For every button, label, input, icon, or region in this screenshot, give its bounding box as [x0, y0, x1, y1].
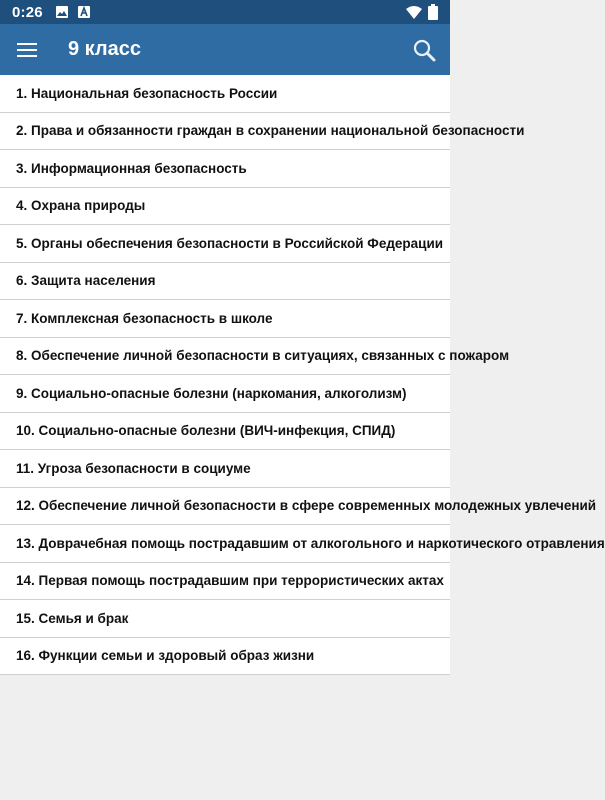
app-bar	[0, 24, 450, 75]
list-item-label: 6. Защита населения	[16, 273, 156, 289]
hamburger-menu-icon	[17, 42, 37, 58]
list-item-label: 5. Органы обеспечения безопасности в Российской Федерации	[16, 235, 444, 251]
status-left-icons	[55, 5, 91, 19]
a-notification-icon	[77, 5, 91, 19]
list-item[interactable]	[0, 263, 450, 301]
list-item-label: 8. Обеспечение личной безопасности в ситуациях, связанных с пожаром	[16, 348, 510, 364]
list-item-label: 16. Функции семьи и здоровый образ жизни	[16, 648, 315, 664]
list-item[interactable]	[0, 413, 450, 451]
list-item-label: 7. Комплексная безопасность в школе	[16, 310, 273, 326]
list-item[interactable]	[0, 75, 450, 113]
list-item[interactable]	[0, 338, 510, 376]
list-item-label: 4. Охрана природы	[16, 198, 146, 214]
list-item-label: 10. Социально-опасные болезни (ВИЧ-инфекция, СПИД)	[16, 423, 396, 439]
list-item-label: 9. Социально-опасные болезни (наркомания, алкоголизм)	[16, 385, 407, 401]
wifi-icon	[406, 5, 422, 19]
search-button[interactable]	[402, 24, 446, 75]
search-icon	[412, 38, 436, 62]
list-item-label: 14. Первая помощь пострадавшим при террористических актах	[16, 573, 444, 589]
list-item-label: 11. Угроза безопасности в социуме	[16, 460, 251, 476]
page-title: 9 класс	[68, 38, 142, 60]
list-item-label: 3. Информационная безопасность	[16, 160, 247, 176]
status-bar	[0, 0, 450, 24]
list-item[interactable]	[0, 150, 450, 188]
topic-list	[0, 75, 605, 675]
list-item[interactable]	[0, 113, 525, 151]
list-item[interactable]	[0, 488, 597, 526]
menu-button[interactable]	[0, 24, 54, 75]
list-item-label: 15. Семья и брак	[16, 610, 129, 626]
status-time: 0:26	[12, 3, 43, 21]
list-item[interactable]	[0, 563, 450, 601]
list-item[interactable]	[0, 600, 450, 638]
list-item[interactable]	[0, 225, 450, 263]
list-item[interactable]	[0, 450, 450, 488]
list-item-label: 1. Национальная безопасность России	[16, 85, 278, 101]
battery-icon	[428, 4, 438, 20]
list-item[interactable]	[0, 525, 605, 563]
list-item-label: 13. Доврачебная помощь пострадавшим от алкогольного и наркотического отравления	[16, 535, 605, 551]
image-icon	[55, 5, 69, 19]
status-right-icons	[406, 4, 438, 20]
list-item[interactable]	[0, 300, 450, 338]
list-item-label: 2. Права и обязанности граждан в сохранении национальной безопасности	[16, 123, 525, 139]
list-item-label: 12. Обеспечение личной безопасности в сфере современных молодежных увлечений	[16, 498, 597, 514]
list-item[interactable]	[0, 638, 450, 676]
list-item[interactable]	[0, 188, 450, 226]
list-item[interactable]	[0, 375, 450, 413]
